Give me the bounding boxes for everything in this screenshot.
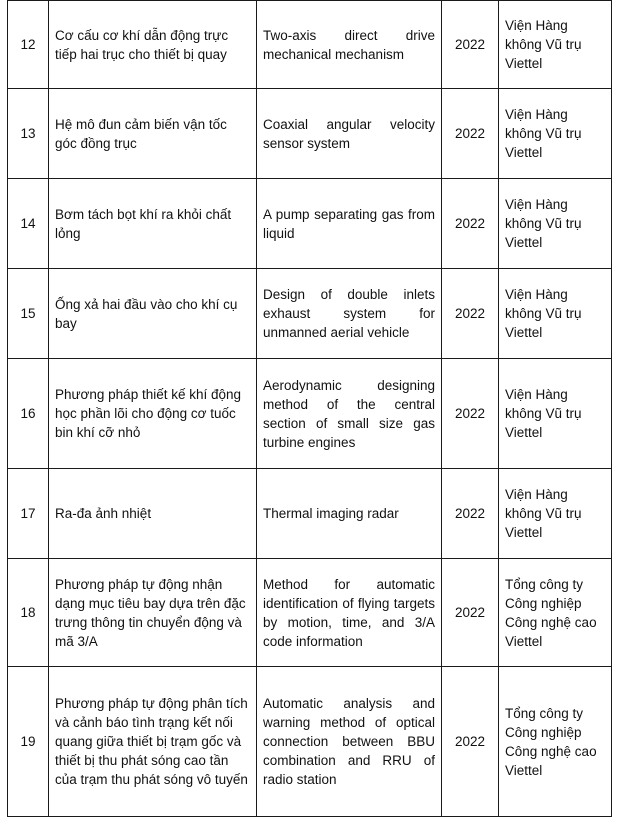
table-row bbox=[8, 559, 612, 667]
organization: Viện Hàng không Vũ trụ Viettel bbox=[499, 89, 612, 179]
year: 2022 bbox=[442, 469, 499, 559]
year: 2022 bbox=[442, 89, 499, 179]
english-title: Coaxial angular velocity sensor system bbox=[257, 89, 442, 179]
year: 2022 bbox=[442, 1, 499, 89]
vietnamese-title: Ra-đa ảnh nhiệt bbox=[49, 469, 257, 559]
english-title: Aerodynamic designing method of the central section of small size gas turbine engines bbox=[257, 359, 442, 469]
organization: Viện Hàng không Vũ trụ Viettel bbox=[499, 1, 612, 89]
english-title: Thermal imaging radar bbox=[257, 469, 442, 559]
organization: Viện Hàng không Vũ trụ Viettel bbox=[499, 269, 612, 359]
table-row bbox=[8, 89, 612, 179]
row-number: 12 bbox=[8, 1, 49, 89]
organization: Viện Hàng không Vũ trụ Viettel bbox=[499, 359, 612, 469]
vietnamese-title: Bơm tách bọt khí ra khỏi chất lỏng bbox=[49, 179, 257, 269]
year: 2022 bbox=[442, 359, 499, 469]
vietnamese-title: Ống xả hai đầu vào cho khí cụ bay bbox=[49, 269, 257, 359]
table-row bbox=[8, 359, 612, 469]
year: 2022 bbox=[442, 559, 499, 667]
table-row bbox=[8, 667, 612, 817]
english-title: Design of double inlets exhaust system for unmanned aerial vehicle bbox=[257, 269, 442, 359]
vietnamese-title: Phương pháp tự động nhận dạng mục tiêu bay dựa trên đặc trưng thông tin chuyển động và mã 3/A bbox=[49, 559, 257, 667]
year: 2022 bbox=[442, 667, 499, 817]
organization: Tổng công ty Công nghiệp Công nghệ cao Viettel bbox=[499, 667, 612, 817]
table-row bbox=[8, 469, 612, 559]
english-title: A pump separating gas from liquid bbox=[257, 179, 442, 269]
vietnamese-title: Cơ cấu cơ khí dẫn động trực tiếp hai trục cho thiết bị quay bbox=[49, 1, 257, 89]
row-number: 18 bbox=[8, 559, 49, 667]
table-row bbox=[8, 179, 612, 269]
patent-table bbox=[7, 0, 612, 817]
year: 2022 bbox=[442, 269, 499, 359]
vietnamese-title: Phương pháp tự động phân tích và cảnh báo tình trạng kết nối quang giữa thiết bị trạm gốc và thiết bị thu phát sóng cao tần của trạm thu phát sóng vô tuyến bbox=[49, 667, 257, 817]
vietnamese-title: Phương pháp thiết kế khí động học phần lõi cho động cơ tuốc bin khí cỡ nhỏ bbox=[49, 359, 257, 469]
row-number: 19 bbox=[8, 667, 49, 817]
row-number: 14 bbox=[8, 179, 49, 269]
english-title: Two-axis direct drive mechanical mechanism bbox=[257, 1, 442, 89]
organization: Viện Hàng không Vũ trụ Viettel bbox=[499, 179, 612, 269]
row-number: 17 bbox=[8, 469, 49, 559]
row-number: 16 bbox=[8, 359, 49, 469]
english-title: Automatic analysis and warning method of optical connection between BBU combination and RRU of radio station bbox=[257, 667, 442, 817]
row-number: 15 bbox=[8, 269, 49, 359]
year: 2022 bbox=[442, 179, 499, 269]
table-row bbox=[8, 269, 612, 359]
organization: Tổng công ty Công nghiệp Công nghệ cao Viettel bbox=[499, 559, 612, 667]
row-number: 13 bbox=[8, 89, 49, 179]
table-row bbox=[8, 1, 612, 89]
english-title: Method for automatic identification of flying targets by motion, time, and 3/A code information bbox=[257, 559, 442, 667]
vietnamese-title: Hệ mô đun cảm biến vận tốc góc đồng trục bbox=[49, 89, 257, 179]
organization: Viện Hàng không Vũ trụ Viettel bbox=[499, 469, 612, 559]
